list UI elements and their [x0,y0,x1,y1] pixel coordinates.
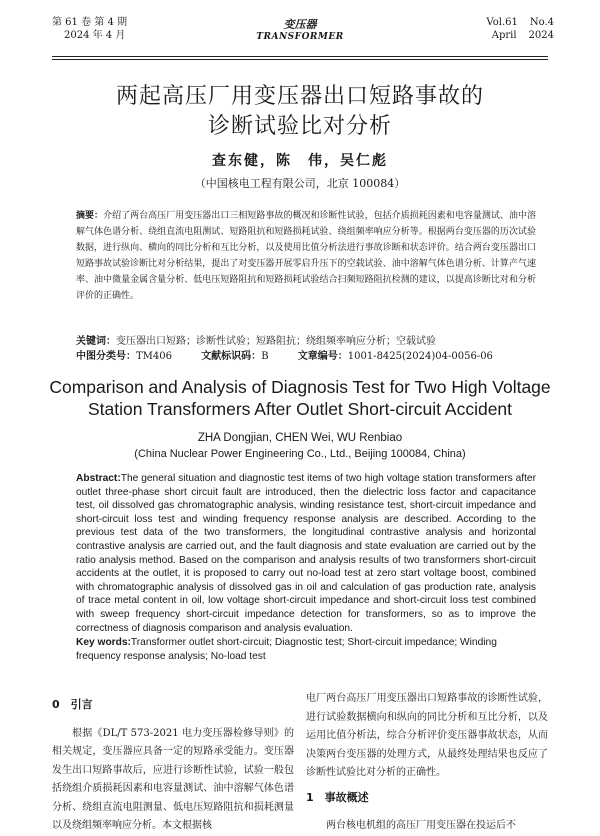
authors-cn: 查东健，陈 伟，吴仁彪 [212,153,388,169]
authors-en: ZHA Dongjian, CHEN Wei, WU Renbiao [197,432,403,444]
doc-value: B [261,351,269,362]
body-column-left [52,690,294,836]
issue-no-en: No.4 [529,17,554,28]
clc-value: TM406 [136,351,172,362]
header-rule-thin [52,59,548,60]
article-value: 1001-8425(2024)04-0056-06 [347,351,493,362]
title-line-1: 两起高压厂用变压器出口短路事故的 [115,84,484,109]
title-line-2: 诊断试验比对分析 [207,114,392,139]
doc-label: 文献标识码： [201,351,262,362]
section-1-paragraph: 两台核电机组的高压厂用变压器在投运后不 [326,820,516,831]
clc-label: 中图分类号： [76,351,136,362]
doc-code [201,350,268,364]
keywords-cn [76,335,536,349]
header-rule-thick [52,56,548,57]
keywords-en-label: Key words: [76,637,131,648]
keywords-en-text: Transformer outlet short-circuit; Diagnostic test; Short-circuit impedance; Winding frequency response analysis; No-load test [76,637,497,662]
volume-issue: 第 61 卷 第 4 期 [52,17,127,28]
abstract-en-text: The general situation and diagnostic test items of two high voltage station transformers after outlet three-phase short circuit fault are introduced, then the dielectric loss factor and capacitance test, oil dissolved gas chromatographic analysis, winding resistance test, short-circuit impedance and short-circuit loss test and winding frequency response analysis are described. According to the previous test data of the two transformers, the longitudinal contrastive analysis and horizontal contrastive analysis are carried out, and the fault diagnosis and state evaluation are carried out by the ratio analysis method. Based on the comparison and analysis results of two transformers short-circuit accidents at the outlet, it is proposed to carry out no-load test at zero start voltage boost, combined with chromatographic analysis of dissolved gas in oil and calculation of gas production rate, analysis of trace metal content in oil, low voltage short-circuit impedance and short-circuit loss test combined with sweep frequency short-circuit impedance detection for transformers, so as to improve the correctness of diagnosis comparison and analysis evaluation. [76,473,536,634]
keywords-en [76,636,536,663]
abstract-cn-label: 摘要： [76,211,104,221]
article-number [298,350,493,364]
abstract-cn-text: 介绍了两台高压厂用变压器出口三相短路事故的概况和诊断性试验，包括介质损耗因素和电容量测试、油中溶解气体色谱分析、绕组直流电阻测试、短路阻抗和短路损耗试验、绕组频率响应分析等。根据两台变压器的历次试验数据，进行纵向、横向的同比分析和互比分析，以及使用比值分析法进行事故诊断和状态评价。结合两台变压器出口短路事故试验诊断比对分析结果，提出了对变压器开展零启升压下的空载试验、油中溶解气体色谱分析、计算产气速率、油中微量金属含量分析、低电压短路阻抗和短路损耗试验结合扫频短路阻抗检测的建议，以提高诊断比对和分析评价的正确性。 [76,211,536,301]
article-label: 文章编号： [297,351,348,362]
month-en: April [491,30,517,41]
section-0-continuation: 电厂两台高压厂用变压器出口短路事故的诊断性试验，进行试验数据横向和纵向的同比分析和互比分析，以及运用比值分析法，综合分析评价变压器事故状态，从而决策两台变压器的处理方式，从最终处理结果也反应了诊断性试验比对分析的正确性。 [306,693,548,778]
affiliation-en: (China Nuclear Power Engineering Co., Ltd., Beijing 100084, China) [134,448,466,460]
header-right [474,16,554,42]
keywords-cn-label: 关键词： [76,336,116,347]
issue-date-cn: 2024 年 4 月 [64,30,126,41]
clc-number [76,350,172,364]
volume-en: Vol.61 [486,17,518,28]
journal-name-cn: 变压器 [283,18,317,31]
classification-line [76,350,536,364]
body-column-right [306,690,548,836]
year-en: 2024 [528,30,554,41]
page-header [0,0,600,70]
section-heading-1: 1 事故概述 [306,790,369,804]
abstract-en [76,472,536,635]
affiliation-cn: （中国核电工程有限公司，北京 100084） [194,177,406,190]
section-heading-0: 0 引言 [52,698,93,711]
section-0-paragraph: 根据《DL/T 573-2021 电力变压器检修导则》的相关规定，变压器应具备一定的短路承受能力。变压器发生出口短路事故后，应进行诊断性试验，试验一般包括绕组介质损耗因素和电容量测试、油中溶解气体色谱分析、绕组直流电阻测量、低电压短路阻抗和损耗测量以及绕组频率响应分析。本文根据核 [52,727,294,831]
keywords-cn-text: 变压器出口短路；诊断性试验；短路阻抗；绕组频率响应分析；空载试验 [116,336,436,347]
paper-title-en: Comparison and Analysis of Diagnosis Test for Two High Voltage Station Transformers After Outlet Short-circuit Accident [49,377,551,419]
journal-name-en: TRANSFORMER [256,32,344,42]
abstract-cn [76,208,536,304]
paper-title-cn [0,82,600,142]
abstract-en-label: Abstract: [76,473,121,484]
